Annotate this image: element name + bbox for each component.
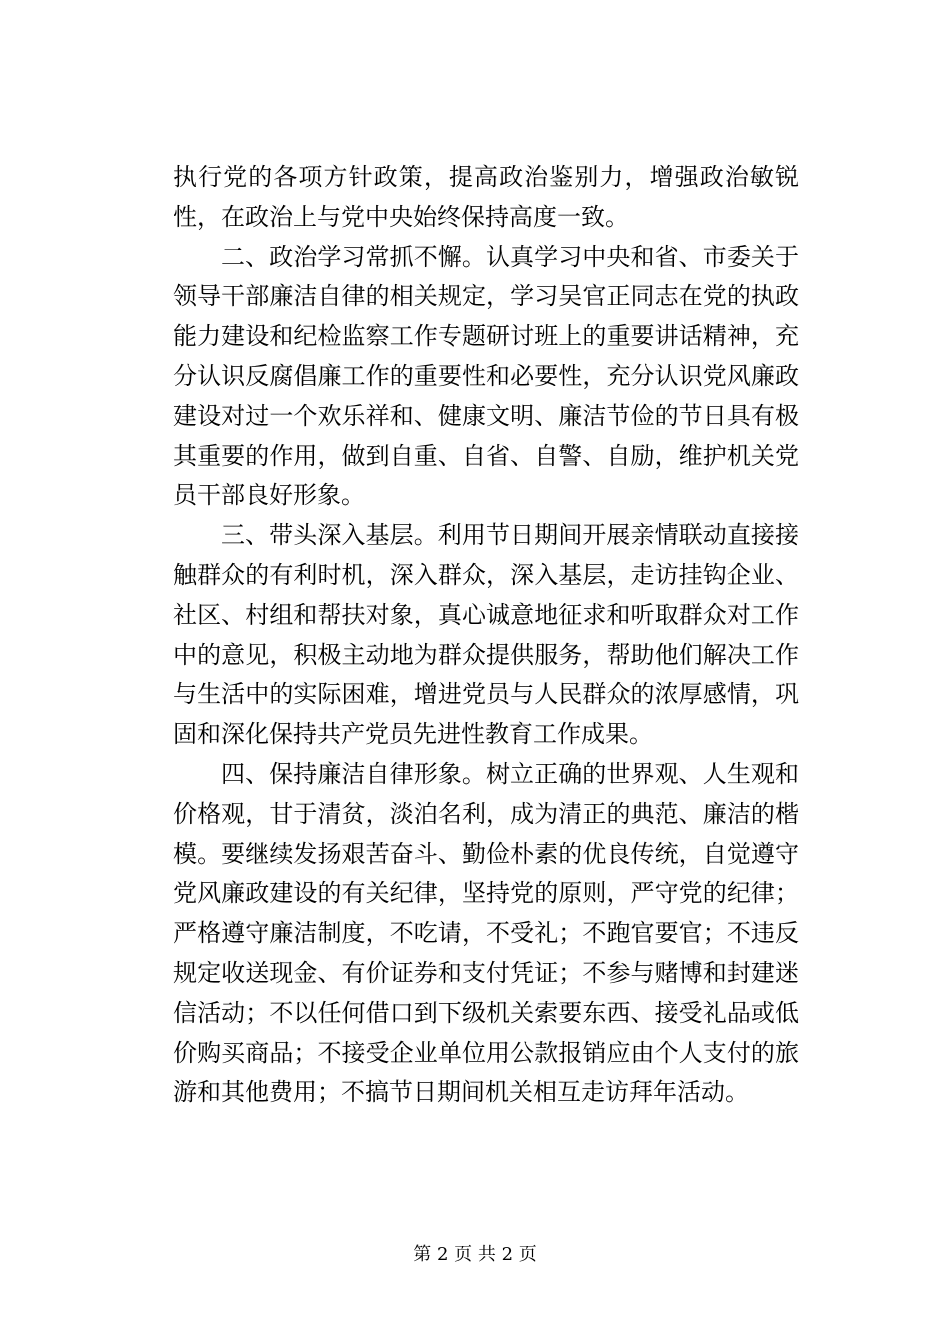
document-body — [173, 158, 799, 1113]
paragraph-4: 四、保持廉洁自律形象。树立正确的世界观、人生观和价格观，甘于清贫，淡泊名利，成为清正的典范、廉洁的楷模。要继续发扬艰苦奋斗、勤俭朴素的优良传统，自觉遵守党风廉政建设的有关纪律，坚持党的原则，严守党的纪律；严格遵守廉洁制度，不吃请，不受礼；不跑官要官；不违反规定收送现金、有价证券和支付凭证；不参与赌博和封建迷信活动；不以任何借口到下级机关索要东西、接受礼品或低价购买商品；不接受企业单位用公款报销应由个人支付的旅游和其他费用；不搞节日期间机关相互走访拜年活动。 — [173, 759, 799, 1107]
paragraph-1: 执行党的各项方针政策，提高政治鉴别力，增强政治敏锐性，在政治上与党中央始终保持高度一致。 — [173, 163, 799, 231]
paragraph-3: 三、带头深入基层。利用节日期间开展亲情联动直接接触群众的有利时机，深入群众，深入基层，走访挂钩企业、社区、村组和帮扶对象，真心诚意地征求和听取群众对工作中的意见，积极主动地为群众提供服务，帮助他们解决工作与生活中的实际困难，增进党员与人民群众的浓厚感情，巩固和深化保持共产党员先进性教育工作成果。 — [173, 521, 799, 749]
page-number-footer: 第 2 页 共 2 页 — [413, 1244, 537, 1265]
paragraph-2: 二、政治学习常抓不懈。认真学习中央和省、市委关于领导干部廉洁自律的相关规定，学习吴官正同志在党的执政能力建设和纪检监察工作专题研讨班上的重要讲话精神，充分认识反腐倡廉工作的重要性和必要性，充分认识党风廉政建设对过一个欢乐祥和、健康文明、廉洁节俭的节日具有极其重要的作用，做到自重、自省、自警、自励，维护机关党员干部良好形象。 — [173, 242, 799, 510]
